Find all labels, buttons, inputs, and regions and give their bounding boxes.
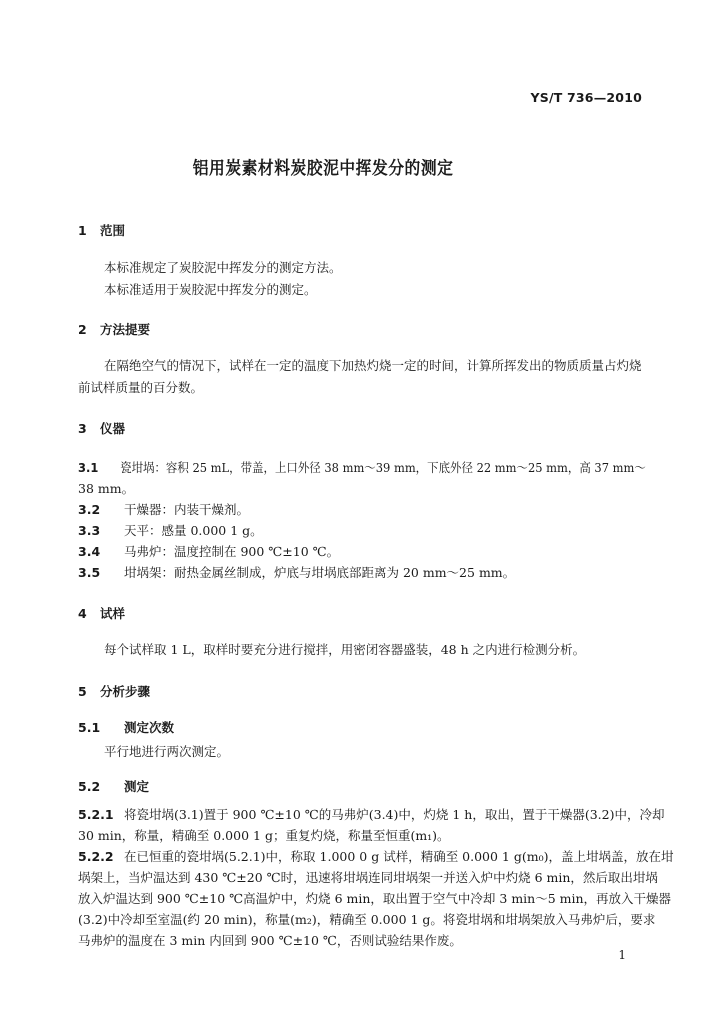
subsection-heading-5-2 [78,777,149,795]
section-title: 分析步骤 [100,684,151,699]
section-title: 试样 [100,606,126,621]
subsection-title: 测定次数 [124,720,175,735]
clause-line: 马弗炉的温度在 3 min 内回到 900 ℃±10 ℃，否则试验结果作废。 [78,933,462,948]
section-number: 2 [78,322,87,337]
sample-text: 每个试样取 1 L，取样时要充分进行搅拌，用密闭容器盛装，48 h 之内进行检测分析。 [104,642,586,657]
clause-line: 30 min，称量，精确至 0.000 1 g；重复灼烧，称量至恒重(m₁)。 [78,828,450,843]
apparatus-item [78,563,515,581]
document-title: 铝用炭素材料炭胶泥中挥发分的测定 [192,159,454,179]
section-heading-procedure [78,682,150,700]
section-number: 5 [78,684,87,699]
subsection-title: 测定 [124,779,150,794]
section-heading-method [78,320,150,338]
item-number: 3.4 [78,544,101,559]
clause-line: 放入炉温达到 900 ℃±10 ℃高温炉中，灼烧 6 min，取出置于空气中冷却 3 min～5 min，再放入干燥器 [78,891,672,906]
item-text: 马弗炉：温度控制在 900 ℃±10 ℃。 [124,544,340,559]
subsection-heading-5-1 [78,718,174,736]
section-title: 方法提要 [100,322,151,337]
clause-text: 将瓷坩埚(3.1)置于 900 ℃±10 ℃的马弗炉(3.4)中，灼烧 1 h，取出，置于干燥器(3.2)中，冷却 [124,807,665,822]
item-number: 3.2 [78,502,101,517]
section-number: 1 [78,223,87,238]
subsection-number: 5.1 [78,720,101,735]
section-heading-scope [78,221,125,239]
apparatus-item [78,542,339,560]
apparatus-item [78,458,646,476]
item-text: 瓷坩埚：容积 25 mL，带盖，上口外径 38 mm～39 mm，下底外径 22 mm～25 mm，高 37 mm～ [120,460,646,475]
subsection-number: 5.2 [78,779,101,794]
section-number: 4 [78,606,87,621]
item-text: 坩埚架：耐热金属丝制成，炉底与坩埚底部距离为 20 mm～25 mm。 [124,565,516,580]
method-line-2: 前试样质量的百分数。 [78,380,204,395]
clause-number: 5.2.2 [78,849,114,864]
clause-line: (3.2)中冷却至室温(约 20 min)，称量(m₂)，精确至 0.000 1 g。将瓷坩埚和坩埚架放入马弗炉后，要求 [78,912,656,927]
clause-number: 5.2.1 [78,807,114,822]
item-text: 天平：感量 0.000 1 g。 [124,523,263,538]
section-heading-sample [78,604,125,622]
clause-5-2-2 [78,846,674,951]
section-heading-apparatus [78,419,125,437]
item-number: 3.3 [78,523,101,538]
page-number: 1 [618,948,626,962]
scope-line-1: 本标准规定了炭胶泥中挥发分的测定方法。 [104,260,342,275]
item-text: 干燥器：内装干燥剂。 [124,502,250,517]
apparatus-item-continuation: 38 mm。 [78,481,135,496]
section-number: 3 [78,421,87,436]
section-title: 范围 [100,223,126,238]
apparatus-item [78,521,263,539]
item-number: 3.5 [78,565,101,580]
clause-text: 在已恒重的瓷坩埚(5.2.1)中，称取 1.000 0 g 试样，精确至 0.000 1 g(m₀)，盖上坩埚盖，放在坩 [124,849,674,864]
apparatus-item [78,500,249,518]
section-title: 仪器 [100,421,126,436]
item-number: 3.1 [78,460,99,475]
clause-line: 埚架上，当炉温达到 430 ℃±20 ℃时，迅速将坩埚连同坩埚架一并送入炉中灼烧 6 min，然后取出坩埚 [78,870,658,885]
method-line-1: 在隔绝空气的情况下，试样在一定的温度下加热灼烧一定的时间，计算所挥发出的物质质量占灼烧 [104,358,642,373]
subsection-5-1-text: 平行地进行两次测定。 [104,744,230,759]
standard-code: YS/T 736—2010 [530,90,642,105]
clause-line [78,804,665,825]
scope-line-2: 本标准适用于炭胶泥中挥发分的测定。 [104,282,317,297]
clause-5-2-1 [78,804,665,846]
clause-line [78,846,674,867]
